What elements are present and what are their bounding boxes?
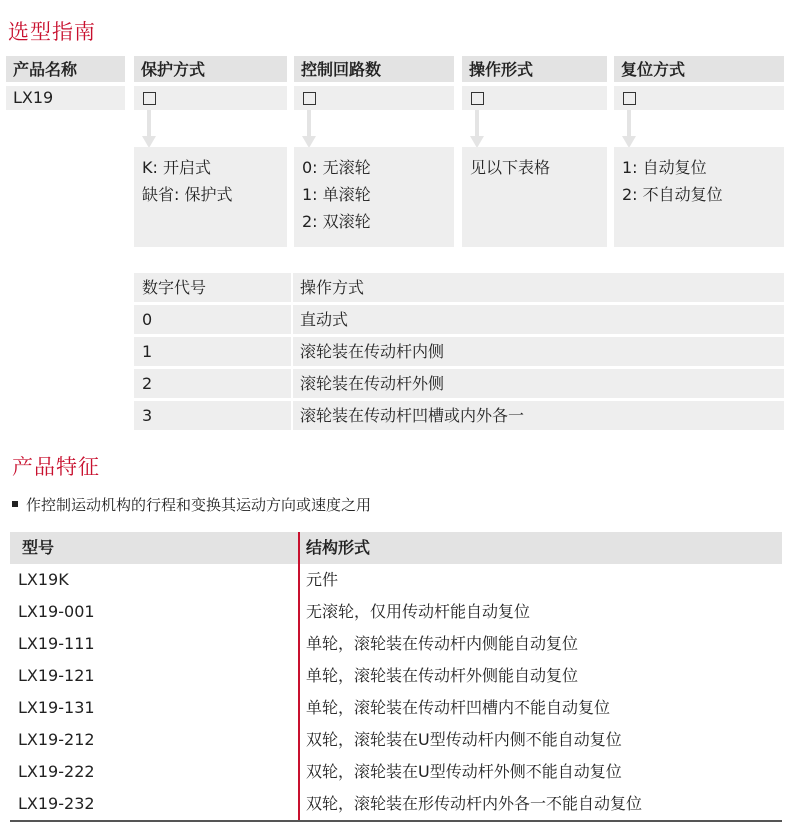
down-arrow-icon	[140, 110, 158, 150]
down-arrow-icon	[620, 110, 638, 150]
reset-option: 2: 不自动复位	[622, 185, 723, 204]
table-row	[10, 660, 782, 692]
protection-options	[134, 147, 287, 247]
protection-slot	[134, 86, 287, 110]
reset-options	[614, 147, 784, 247]
protection-option: K: 开启式	[142, 158, 211, 177]
checkbox-square-icon	[471, 92, 484, 105]
operation-header-code: 数字代号	[142, 278, 207, 297]
operation-table-row	[134, 369, 784, 398]
operation-mode: 直动式	[300, 310, 349, 329]
operation-code: 2	[142, 374, 153, 393]
model-table-header	[10, 532, 782, 564]
header-reset: 复位方式	[614, 56, 784, 82]
circuit-options	[294, 147, 454, 247]
operation-table-row	[134, 305, 784, 334]
model-structure: 双轮，滚轮装在U型传动杆内侧不能自动复位	[306, 730, 622, 749]
table-row	[10, 756, 782, 788]
model-structure: 单轮，滚轮装在传动杆内侧能自动复位	[306, 634, 579, 653]
table-row	[10, 628, 782, 660]
model-code: LX19-131	[18, 698, 95, 717]
down-arrow-icon	[300, 110, 318, 150]
operation-code: 0	[142, 310, 153, 329]
selection-guide-title: 选型指南	[8, 20, 96, 44]
table-row	[10, 788, 782, 820]
table-row	[10, 692, 782, 724]
circuits-slot	[294, 86, 454, 110]
feature-text: 作控制运动机构的行程和变换其运动方向或速度之用	[26, 496, 372, 514]
header-protection: 保护方式	[134, 56, 287, 82]
header-product-name: 产品名称	[6, 56, 125, 82]
operation-mode: 滚轮装在传动杆内侧	[300, 342, 445, 361]
model-header-type: 型号	[22, 538, 55, 557]
table-row	[10, 564, 782, 596]
down-arrow-icon	[468, 110, 486, 150]
operation-table-row	[134, 401, 784, 430]
header-operation: 操作形式	[462, 56, 607, 82]
reset-slot	[614, 86, 784, 110]
table-row	[10, 596, 782, 628]
model-code: LX19-001	[18, 602, 95, 621]
circuit-option: 0: 无滚轮	[302, 158, 371, 177]
feature-bullet	[12, 494, 371, 515]
model-structure: 单轮，滚轮装在传动杆外侧能自动复位	[306, 666, 579, 685]
circuit-option: 2: 双滚轮	[302, 212, 371, 231]
column-divider-red	[298, 532, 300, 820]
table-row	[10, 724, 782, 756]
model-code: LX19-121	[18, 666, 95, 685]
circuit-option: 1: 单滚轮	[302, 185, 371, 204]
model-code: LX19-232	[18, 794, 95, 813]
operation-code: 1	[142, 342, 153, 361]
operation-table-row	[134, 337, 784, 366]
features-title: 产品特征	[12, 455, 100, 479]
model-code: LX19-222	[18, 762, 95, 781]
model-header-structure: 结构形式	[306, 538, 371, 557]
operation-header-mode: 操作方式	[300, 278, 365, 297]
operation-table-header	[134, 273, 784, 302]
reset-option: 1: 自动复位	[622, 158, 707, 177]
model-code: LX19-111	[18, 634, 95, 653]
model-structure: 双轮，滚轮装在形传动杆内外各一不能自动复位	[306, 794, 643, 813]
model-structure: 元件	[306, 570, 339, 589]
operation-mode: 滚轮装在传动杆外侧	[300, 374, 445, 393]
operation-mode: 滚轮装在传动杆凹槽或内外各一	[300, 406, 525, 425]
header-circuits: 控制回路数	[294, 56, 454, 82]
operation-slot	[462, 86, 607, 110]
model-structure: 单轮，滚轮装在传动杆凹槽内不能自动复位	[306, 698, 611, 717]
model-code: LX19-212	[18, 730, 95, 749]
operation-code: 3	[142, 406, 153, 425]
operation-option: 见以下表格	[470, 158, 551, 177]
checkbox-square-icon	[303, 92, 316, 105]
checkbox-square-icon	[143, 92, 156, 105]
protection-option: 缺省: 保护式	[142, 185, 233, 204]
operation-options	[462, 147, 607, 247]
table-bottom-rule	[10, 820, 782, 822]
product-name-value: LX19	[6, 86, 125, 110]
model-structure: 双轮，滚轮装在U型传动杆外侧不能自动复位	[306, 762, 622, 781]
model-code: LX19K	[18, 570, 69, 589]
bullet-square-icon	[12, 501, 18, 507]
checkbox-square-icon	[623, 92, 636, 105]
model-structure: 无滚轮，仅用传动杆能自动复位	[306, 602, 531, 621]
